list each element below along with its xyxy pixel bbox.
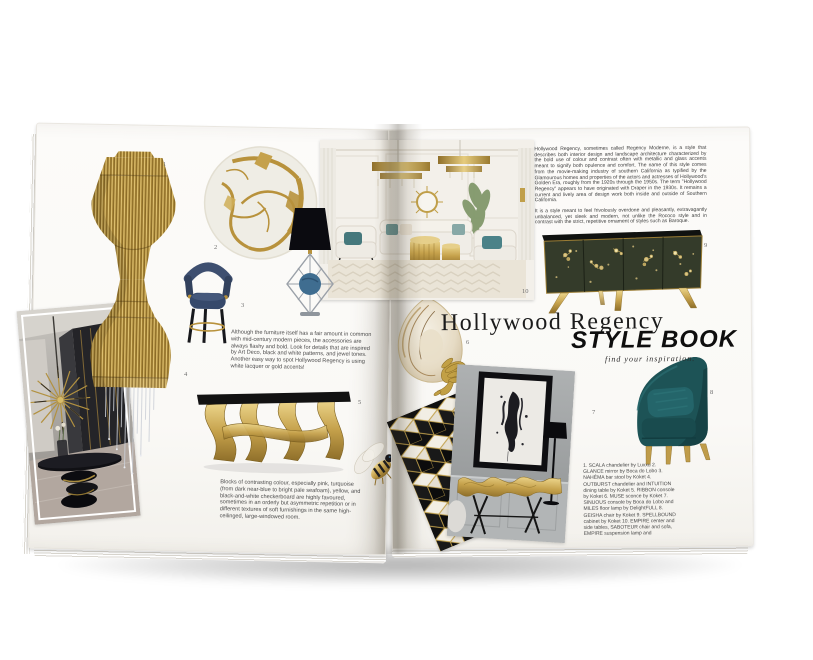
credits-text: 1. SCALA chandelier by Luxxu 2. GLANCE mirror by Boca do Lobo 3. NAHÉMA bar stool by Koket 4. OUTBURST chandelier and INTUITION dining table by Koket 5. RIBBON console by Koket 6. MUSE sconce by Koket 7. SINUOUS console by Boca do Lobo and MILES floor lamp by DelightFULL 8. GEISHA chair by Koket 9. SPELLBOUND cabinet by Koket 10. EMPIRE center and side tables, SABOTEUR chair and sofa, EMPIRE suspension lamp and — [583, 462, 676, 538]
item-number-7: 7 — [592, 409, 596, 416]
item-number-5: 5 — [358, 399, 362, 406]
framed-ink-art — [473, 371, 553, 471]
title-block — [441, 308, 741, 366]
note-paragraph-2: Blocks of contrasting colour, especially pink, turquoise (from dark near-blue to bright pale seafoam), yellow, and black-and-white checkerboard are highly favoured, sometimes in an orderly but asymmetric repetition or in different textures of soft furnishings in the same high-ceilinged, large-windowed room. — [219, 479, 361, 521]
item-number-9: 9 — [704, 242, 708, 249]
crystal-strands — [104, 387, 154, 474]
living-room-photo — [320, 140, 534, 300]
item-number-1: 1 — [163, 161, 167, 168]
item-number-6: 6 — [466, 339, 470, 346]
item-number-3: 3 — [241, 302, 245, 309]
scala-chandelier-image — [82, 149, 180, 481]
page-subtitle: STYLE BOOK — [570, 325, 738, 354]
intro-text — [534, 146, 707, 232]
gold-ribbons — [204, 397, 344, 464]
photo-fold-shading — [380, 140, 400, 300]
item-number-4: 4 — [184, 371, 188, 378]
stool-legs — [189, 309, 226, 344]
spellbound-cabinet-image — [538, 226, 707, 317]
note-paragraph-1: Although the furniture itself has a fair amount in common with mid-century modern pieces, the accessories are always flashy and bold. Look for details that are inspired by Art Deco, black and white patterns, and jewel tones. Another easy way to spot Hollywood Regency is using white lacquer or gold accents! — [230, 329, 372, 371]
intro-paragraph-1: Hollywood Regency, sometimes called Regency Moderne, is a style that describes both interior design and landscape architecture characterized by the bold use of colour and contrast often with metallic and glass accents meant to signify both opulence and comfort. The name of this style comes from the movie-making industry of southern California as typified by the Glamourous homes and properties of the actors and actresses of Hollywood's Golden Era, roughly from the 1920s through the 1950s. The term "Hollywood Regency" appears to have originated with Draper in the 1930s. It remains a current and lively area of design work both inside and outside of Southern California. — [534, 144, 707, 204]
item-number-8: 8 — [710, 389, 714, 396]
tagline: find your inspiration. — [604, 353, 696, 364]
wall-sconce — [520, 188, 525, 202]
intro-paragraph-2: It is a style meant to feel frivolously overdone and pleasantly, extravagantly unbalanced, yet sleek and modern, not unlike the Rococo style and in contrast with the strict, repetitive ornament of styles such as Baroque. — [534, 206, 707, 226]
nahema-bar-stool-image — [179, 250, 237, 347]
chevron-rug — [328, 260, 526, 298]
living-room-scene — [320, 140, 534, 300]
table-lamp-image — [283, 206, 337, 318]
open-book — [24, 118, 759, 558]
item-number-10: 10 — [522, 288, 529, 295]
geisha-chair-image — [625, 352, 718, 467]
item-number-2: 2 — [214, 244, 218, 251]
ribbon-console-image — [193, 387, 353, 478]
console-room-scene — [447, 364, 575, 543]
sinuous-console-photo — [447, 364, 575, 543]
page-title: Hollywood Regency — [440, 308, 665, 337]
